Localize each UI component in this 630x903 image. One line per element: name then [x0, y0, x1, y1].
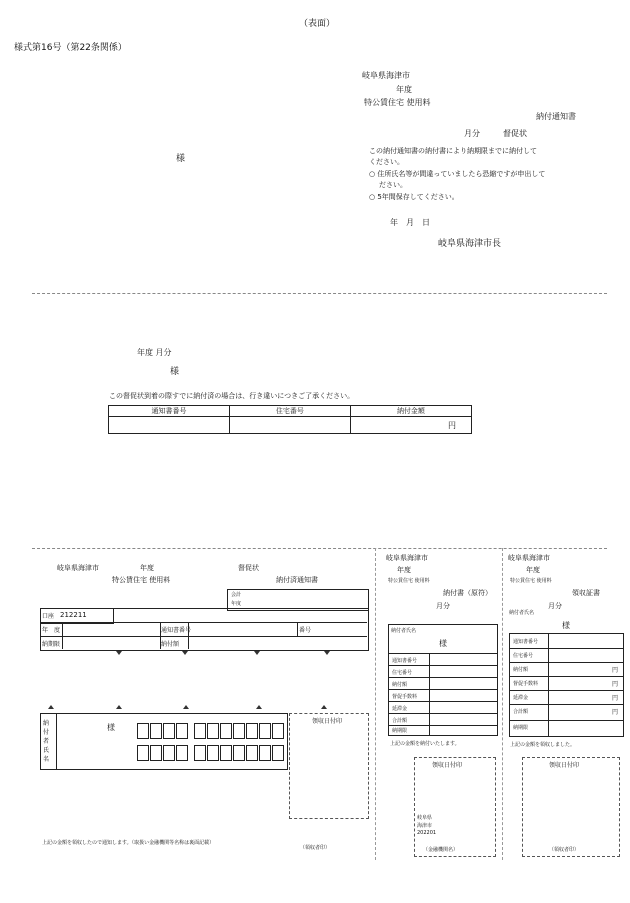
right-year: 年度	[526, 566, 540, 574]
notice-note1b: ださい。	[379, 181, 407, 189]
right-row-2: 納付額	[513, 667, 529, 673]
cell-house-no	[229, 417, 350, 434]
mid-row-0: 通知書番号	[392, 658, 418, 664]
side-label: （表面）	[299, 19, 336, 29]
mid-row-1: 住宅番号	[392, 670, 413, 676]
col-notice-no: 通知書番号	[109, 406, 230, 417]
cut-vline-1	[375, 548, 376, 860]
cut-vline-2	[502, 548, 503, 860]
middle-apology: この督促状到着の際すでに納付済の場合は、行き違いにつきご了承ください。	[109, 392, 355, 400]
code2-label: 番号	[299, 627, 312, 634]
mid-stamp-code: 海津市	[417, 823, 433, 829]
mid-footer: 上記の金額を納付いたします。	[390, 741, 460, 747]
notice-month: 月分	[464, 129, 480, 138]
mid-city: 岐阜県海津市	[386, 554, 428, 562]
right-month: 月分	[548, 602, 562, 610]
right-footer: 上記の金額を領収しました。	[510, 742, 576, 748]
col-house-no: 住宅番号	[229, 406, 350, 417]
notice-instr1: この納付通知書の納付書により納期限までに納付して	[369, 147, 537, 155]
payer-box	[40, 713, 288, 770]
side-label-2: 年度	[231, 601, 242, 607]
receipt-stamp-label: 領収日付印	[312, 718, 343, 725]
right-recipient: 様	[562, 621, 570, 630]
tax-label: 通知書番号	[161, 627, 192, 634]
mid-payer-label: 納付者氏名	[391, 628, 417, 634]
year-label: 年 度	[42, 627, 61, 634]
right-stamp-label: 領収日付印	[549, 762, 580, 769]
notice-date: 年 月 日	[390, 218, 430, 227]
yen-label: 円	[448, 420, 456, 430]
payer-label: 納付者氏名	[43, 720, 50, 763]
right-table	[509, 633, 624, 737]
right-yen-2: 円	[612, 681, 619, 688]
mid-row-5: 合計額	[392, 718, 408, 724]
mid-table	[388, 624, 498, 736]
right-row-4: 延滞金	[513, 695, 529, 701]
mid-row-3: 督促手数料	[392, 694, 418, 700]
cut-line-1	[32, 293, 607, 294]
right-yen-3: 円	[612, 695, 619, 702]
right-row-1: 住宅番号	[513, 653, 534, 659]
slip-doc: 納付済通知書	[276, 576, 318, 584]
middle-recipient: 様	[170, 367, 180, 377]
form-label: 様式第16号（第22条関係）	[14, 43, 127, 53]
slip-footer: 上記の金額を領収したので通知します。（取扱い金融機関等名称は裏面記載）	[42, 840, 215, 846]
right-row-0: 通知書番号	[513, 639, 539, 645]
mid-stamp-city: 岐阜県	[417, 815, 433, 821]
notice-title: 納付通知書	[536, 112, 576, 121]
notice-recipient: 様	[176, 154, 186, 164]
mid-recipient: 様	[439, 639, 447, 648]
slip-type: 特公賃住宅 使用料	[112, 576, 171, 584]
middle-table	[108, 405, 472, 434]
slip-year: 年度	[140, 564, 154, 572]
mid-stamp-box	[414, 757, 496, 857]
slip-reminder: 督促状	[238, 564, 259, 572]
notice-type: 特公賃住宅 使用料	[364, 98, 431, 107]
mid-doc: 納付書（原符）	[443, 589, 492, 597]
notice-mayor: 岐阜県海津市長	[438, 239, 502, 249]
notice-city: 岐阜県海津市	[362, 71, 410, 80]
right-row-5: 合計額	[513, 709, 529, 715]
mid-row-4: 延滞金	[392, 706, 408, 712]
right-yen-4: 円	[612, 709, 619, 716]
mid-month: 月分	[436, 602, 450, 610]
mid-stamp-bottom: （金融機関名）	[423, 847, 459, 853]
right-type: 特公賃住宅 使用料	[510, 578, 552, 584]
cell-amount	[350, 417, 471, 434]
mid-type: 特公賃住宅 使用料	[388, 578, 430, 584]
right-yen-1: 円	[612, 667, 619, 674]
notice-note1: ○ 住所氏名等が間違っていましたら恐縮ですが申出して	[369, 170, 546, 178]
mid-stamp-num: 202201	[417, 830, 437, 836]
cell-notice-no	[109, 417, 230, 434]
notice-year: 年度	[396, 85, 412, 94]
mid-year: 年度	[397, 566, 411, 574]
cut-line-2	[32, 548, 607, 549]
mid-stamp-label: 領収日付印	[432, 762, 463, 769]
period-label: 納期限	[42, 641, 61, 648]
right-row-3: 督促手数料	[513, 681, 539, 687]
notice-note2: ○ 5年間保存してください。	[369, 193, 459, 201]
notice-reminder: 督促状	[503, 129, 527, 138]
receipt-stamp-box	[289, 713, 369, 819]
notice-instr2: ください。	[369, 158, 404, 166]
right-stamp-box	[522, 757, 620, 857]
amount-label: 納付額	[161, 641, 180, 648]
code-label: 口座	[42, 613, 55, 620]
right-row-6: 納期限	[513, 725, 529, 731]
slip-city: 岐阜県海津市	[57, 564, 99, 572]
slip-recipient: 様	[107, 723, 115, 732]
right-city: 岐阜県海津市	[508, 554, 550, 562]
middle-year-month: 年度 月分	[137, 348, 172, 357]
mid-row-2: 納付額	[392, 682, 408, 688]
side-label-1: 会計	[231, 592, 242, 598]
code-value: 212211	[60, 611, 87, 619]
right-doc: 領収証書	[572, 589, 600, 597]
right-stamp-bottom: （領収者印）	[549, 847, 580, 853]
code-box	[40, 608, 114, 624]
mid-row-6: 納期限	[392, 728, 408, 734]
right-payer-label: 納付者氏名	[509, 610, 535, 616]
col-amount: 納付金額	[350, 406, 471, 417]
slip-footer-right: （領収者印）	[300, 845, 331, 851]
